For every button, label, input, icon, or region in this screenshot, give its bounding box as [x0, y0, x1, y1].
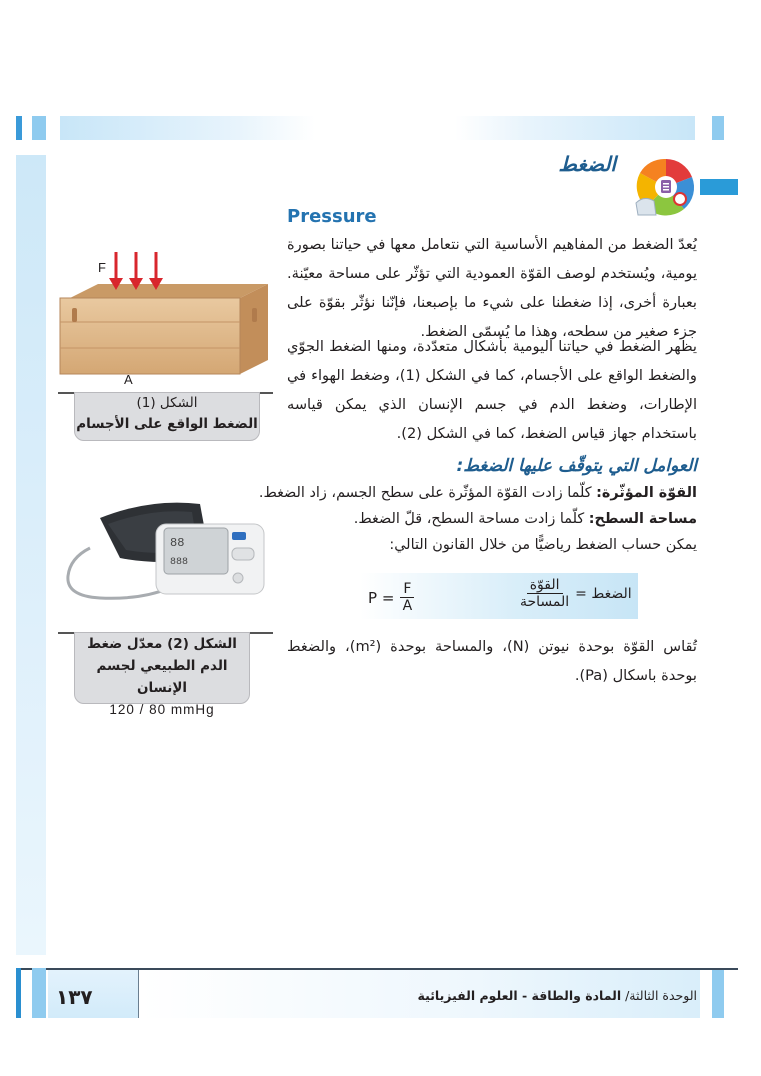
figure1-caption-title: الشكل (1)	[136, 395, 198, 411]
footer-separator	[138, 970, 139, 1018]
formula-lhs-ar: الضغط =	[575, 585, 632, 602]
figure1-label-f: F	[98, 260, 106, 275]
footer-unit-label: الوحدة الثالثة/	[621, 988, 697, 1003]
top-band-right	[455, 116, 695, 140]
science-wheel-icon	[632, 155, 700, 219]
figure1-caption-text: الضغط الواقع على الأجسام	[76, 416, 258, 432]
figure2-caption-title: الشكل (2) معدّل ضغط	[87, 636, 237, 652]
factor-area-label: مساحة السطح:	[588, 511, 697, 527]
formula-fraction-ar	[520, 577, 569, 610]
formula-numerator-en: F	[400, 581, 414, 598]
factor-force-label: القوّة المؤثّرة:	[596, 485, 697, 501]
formula-lhs-en: P =	[368, 588, 395, 607]
svg-text:88: 88	[170, 536, 185, 550]
formula-denominator-en: A	[402, 598, 413, 614]
left-margin-column	[16, 155, 46, 955]
formula-denominator-ar: المساحة	[520, 594, 570, 610]
factor-area	[287, 506, 697, 532]
page-number: ١٣٧	[56, 985, 93, 1009]
wooden-box-figure	[58, 250, 273, 390]
units-paragraph: تُقاس القوّة بوحدة نيوتن (N)، والمساحة بوحدة (m²)، والضغط بوحدة باسكال (Pa).	[287, 638, 697, 684]
figure2-caption-value: 120 / 80 mmHg	[109, 702, 215, 717]
blood-pressure-monitor-figure	[60, 488, 270, 606]
intro-paragraph-2: يظهر الضغط في حياتنا اليومية بأشكال متعدّدة، ومنها الضغط الجوّي والضغط الواقع على الأجسام، كما في الشكل (1)، وضغط الهواء في الإطارات، وضغط الدم في جسم الإنسان الذي يمكن قياسه باستخدام جهاز قياس الضغط، كما في الشكل (2).	[287, 338, 697, 442]
figure1-label-a: A	[124, 372, 133, 387]
svg-text:888: 888	[170, 557, 189, 568]
factor-force	[258, 480, 697, 506]
figure2-caption	[74, 632, 250, 717]
formula-fraction-en	[400, 581, 414, 614]
formula-intro: يمكن حساب الضغط رياضيًّا من خلال القانون التالي:	[389, 537, 697, 553]
footer-accent-bar-light	[32, 968, 46, 1018]
footer-accent-bar-right	[712, 970, 724, 1018]
footer-rule	[16, 968, 738, 970]
top-accent-bar-right	[712, 116, 724, 140]
formula-arabic	[520, 577, 632, 610]
page-title-english: Pressure	[287, 206, 377, 227]
figure1-caption	[74, 392, 260, 441]
footer-unit-name: المادة والطاقة - العلوم الفيزيائية	[417, 988, 622, 1003]
figure2-caption-text: الدم الطبيعي لجسم الإنسان	[96, 658, 228, 696]
factor-force-text: كلّما زادت القوّة المؤثّرة على سطح الجسم، زاد الضغط.	[258, 485, 597, 501]
footer-accent-bar	[16, 968, 21, 1018]
formula-english	[368, 581, 414, 614]
page-title-arabic: الضغط	[558, 152, 616, 176]
top-accent-bar	[16, 116, 22, 140]
formula-numerator-ar: القوّة	[527, 577, 563, 594]
intro-paragraph-1: يُعدّ الضغط من المفاهيم الأساسية التي نتعامل معها في حياتنا بصورة يومية، ويُستخدم لوصف القوّة العمودية التي تؤثّر على مساحة معيّنة. بعبارة أخرى، إذا ضغطنا على شيء ما بإصبعنا، فإنّنا نؤثّر بقوّة على جزء صغير من سطحه، وهذا ما يُسمّى الضغط.	[287, 236, 697, 340]
factor-area-text: كلّما زادت مساحة السطح، قلّ الضغط.	[353, 511, 589, 527]
top-band-left	[60, 116, 315, 140]
factors-heading: العوامل التي يتوقّف عليها الضغط:	[456, 456, 697, 476]
top-accent-bar-light	[32, 116, 46, 140]
footer-unit-title	[418, 988, 697, 1003]
section-tab-marker	[700, 179, 738, 195]
factors-list	[258, 480, 697, 558]
